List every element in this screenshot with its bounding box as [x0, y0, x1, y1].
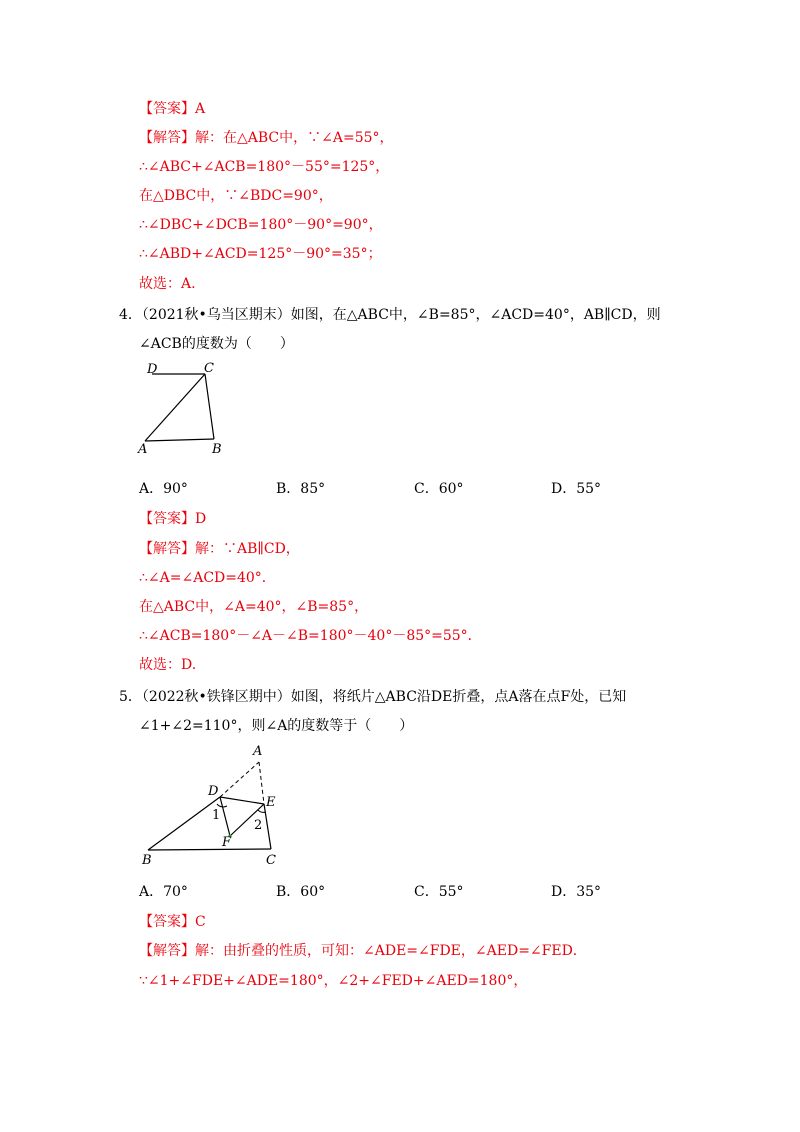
q5-stem: ∠1+∠2=110°，则∠A的度数等于（ ） — [139, 718, 414, 734]
q5-option-b: B．60° — [276, 884, 326, 900]
q5-stem: 5．（2022秋•铁锋区期中）如图，将纸片△ABC沿DE折叠，点A落在点F处，已知 — [119, 689, 627, 705]
q5-option-c: C．55° — [414, 884, 464, 900]
q4-option-c: C．60° — [414, 481, 464, 497]
q5-label-angle-1: 1 — [212, 808, 221, 823]
q3-explanation-line: 在△DBC中，∵∠BDC=90°， — [139, 188, 333, 204]
q5-figure — [138, 740, 288, 870]
q4-explanation-line: 在△ABC中，∠A=40°，∠B=85°， — [139, 599, 369, 615]
q3-explanation-line: 故选：A. — [139, 276, 196, 292]
q4-figure — [135, 358, 235, 458]
q4-explanation-line: ∴∠ACB=180°－∠A－∠B=180°－40°－85°=55°． — [139, 628, 482, 644]
q5-label-a: A — [253, 744, 263, 759]
q3-answer: 【答案】A — [139, 101, 206, 117]
q4-label-c: C — [204, 361, 214, 376]
q4-stem: ∠ACB的度数为（ ） — [139, 336, 294, 352]
q3-explanation-line: ∴∠DBC+∠DCB=180°－90°=90°， — [139, 217, 383, 233]
q5-label-angle-2: 2 — [254, 818, 263, 833]
q4-explanation-line: 【解答】解：∵AB∥CD， — [139, 541, 300, 557]
q5-explanation-line: ∵∠1+∠FDE+∠ADE=180°，∠2+∠FED+∠AED=180°， — [139, 973, 528, 989]
q3-explanation-line: ∴∠ABD+∠ACD=125°－90°=35°； — [139, 246, 382, 262]
q5-option-d: D．35° — [551, 884, 602, 900]
q4-option-a: A．90° — [139, 481, 188, 497]
q5-option-a: A．70° — [139, 884, 188, 900]
q3-explanation-line: 【解答】解：在△ABC中，∵∠A=55°， — [139, 130, 394, 146]
q5-answer: 【答案】C — [139, 914, 206, 930]
q4-explanation-line: ∴∠A=∠ACD=40°． — [139, 570, 276, 586]
q5-label-e: E — [266, 795, 276, 810]
q4-label-a: A — [138, 442, 148, 457]
q4-option-d: D．55° — [551, 481, 602, 497]
q5-label-d: D — [208, 784, 219, 799]
q4-stem: 4．（2021秋•乌当区期末）如图，在△ABC中，∠B=85°，∠ACD=40°，AB∥CD，则 — [119, 307, 661, 323]
q5-label-b: B — [142, 853, 152, 868]
q5-label-c: C — [266, 853, 276, 868]
q4-label-b: B — [212, 442, 222, 457]
q4-label-d: D — [147, 362, 158, 377]
q4-option-b: B．85° — [276, 481, 326, 497]
q4-answer: 【答案】D — [139, 511, 207, 527]
q4-explanation-line: 故选：D. — [139, 657, 197, 673]
q3-explanation-line: ∴∠ABC+∠ACB=180°－55°=125°， — [139, 159, 390, 175]
q5-explanation-line: 【解答】解：由折叠的性质，可知：∠ADE=∠FDE，∠AED=∠FED． — [139, 943, 587, 959]
q5-label-f: F — [222, 835, 232, 850]
